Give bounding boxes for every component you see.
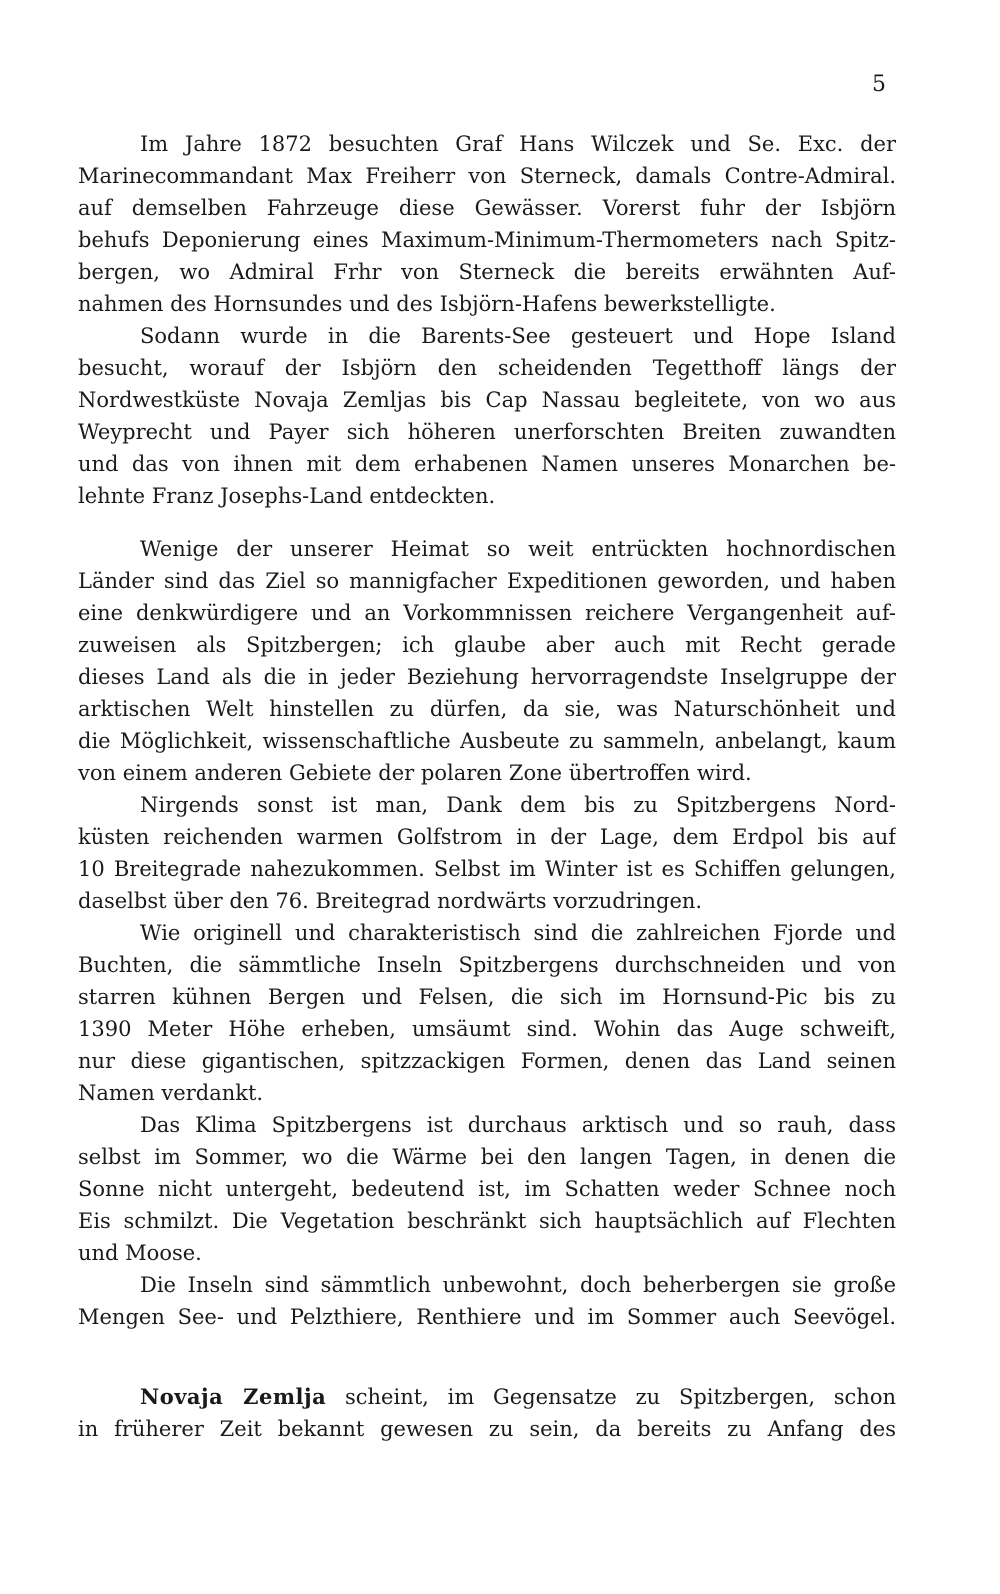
text-line: daselbst über den 76. Breitegrad nordwärts vorzudringen.: [78, 889, 703, 913]
text-line: nur diese gigantischen, spitzzackigen Formen, denen das Land seinen: [78, 1049, 896, 1073]
text-line: lehnte Franz Josephs-Land entdeckten.: [78, 484, 496, 508]
paragraph-block-expedition-1872: [78, 128, 896, 512]
text-line: besucht, worauf der Isbjörn den scheidenden Tegetthoff längs der: [78, 356, 896, 380]
text-line: und Moose.: [78, 1241, 202, 1265]
text-line: arktischen Welt hinstellen zu dürfen, da sie, was Naturschönheit und: [78, 697, 896, 721]
text-line: selbst im Sommer, wo die Wärme bei den langen Tagen, in denen die: [78, 1145, 896, 1169]
text-line: Sonne nicht untergeht, bedeutend ist, im Schatten weder Schnee noch: [78, 1177, 896, 1201]
text-line: und das von ihnen mit dem erhabenen Namen unseres Monarchen be-: [78, 452, 896, 476]
text-line: Eis schmilzt. Die Vegetation beschränkt sich hauptsächlich auf Flechten: [78, 1209, 896, 1233]
text-line: starren kühnen Bergen und Felsen, die sich im Hornsund-Pic bis zu: [78, 985, 896, 1009]
text-line: Wenige der unserer Heimat so weit entrückten hochnordischen: [140, 537, 896, 561]
text-line: Marinecommandant Max Freiherr von Sterneck, damals Contre-Admiral.: [78, 164, 896, 188]
text-line: eine denkwürdigere und an Vorkommnissen reichere Vergangenheit auf-: [78, 601, 896, 625]
page-number: 5: [872, 72, 886, 97]
text-line: dieses Land als die in jeder Beziehung hervorragendste Inselgruppe der: [78, 665, 896, 689]
text-line: Das Klima Spitzbergens ist durchaus arktisch und so rauh, dass: [140, 1113, 896, 1137]
text-line: in früherer Zeit bekannt gewesen zu sein, da bereits zu Anfang des: [78, 1417, 896, 1441]
text-line: Wie originell und charakteristisch sind die zahlreichen Fjorde und: [140, 921, 896, 945]
paragraph-block-spitzbergen: [78, 533, 896, 1333]
text-line: Im Jahre 1872 besuchten Graf Hans Wilczek und Se. Exc. der: [140, 132, 896, 156]
text-line: Länder sind das Ziel so mannigfacher Expeditionen geworden, und haben: [78, 569, 896, 593]
text-line: 10 Breitegrade nahezukommen. Selbst im Winter ist es Schiffen gelungen,: [78, 857, 896, 881]
text-line: zuweisen als Spitzbergen; ich glaube aber auch mit Recht gerade: [78, 633, 896, 657]
text-line: Nordwestküste Novaja Zemljas bis Cap Nassau begleitete, von wo aus: [78, 388, 896, 412]
text-line: von einem anderen Gebiete der polaren Zone übertroffen wird.: [78, 761, 752, 785]
text-line: Nirgends sonst ist man, Dank dem bis zu Spitzbergens Nord-: [140, 793, 896, 817]
text-line: die Möglichkeit, wissenschaftliche Ausbeute zu sammeln, anbelangt, kaum: [78, 729, 896, 753]
text-line: auf demselben Fahrzeuge diese Gewässer. Vorerst fuhr der Isbjörn: [78, 196, 896, 220]
text-line: bergen, wo Admiral Frhr von Sterneck die bereits erwähnten Auf-: [78, 260, 896, 284]
lead-term: Novaja Zemlja: [140, 1384, 327, 1409]
text-line: nahmen des Hornsundes und des Isbjörn-Hafens bewerkstelligte.: [78, 292, 776, 316]
paragraph-block-novaja-zemlja: [78, 1381, 896, 1445]
text-fragment: scheint, im Gegensatze zu Spitzbergen, schon: [326, 1385, 896, 1409]
text-line: küsten reichenden warmen Golfstrom in der Lage, dem Erdpol bis auf: [78, 825, 896, 849]
text-line: Weyprecht und Payer sich höheren unerforschten Breiten zuwandten: [78, 420, 896, 444]
text-line: Buchten, die sämmtliche Inseln Spitzbergens durchschneiden und von: [78, 953, 896, 977]
text-line: Sodann wurde in die Barents-See gesteuert und Hope Island: [140, 324, 896, 348]
text-line: 1390 Meter Höhe erheben, umsäumt sind. Wohin das Auge schweift,: [78, 1017, 896, 1041]
text-line: [78, 1381, 896, 1413]
text-line: behufs Deponierung eines Maximum-Minimum-Thermometers nach Spitz-: [78, 228, 896, 252]
text-line: Mengen See- und Pelzthiere, Renthiere und im Sommer auch Seevögel.: [78, 1305, 896, 1329]
text-line: Die Inseln sind sämmtlich unbewohnt, doch beherbergen sie große: [140, 1273, 896, 1297]
text-line: Namen verdankt.: [78, 1081, 264, 1105]
